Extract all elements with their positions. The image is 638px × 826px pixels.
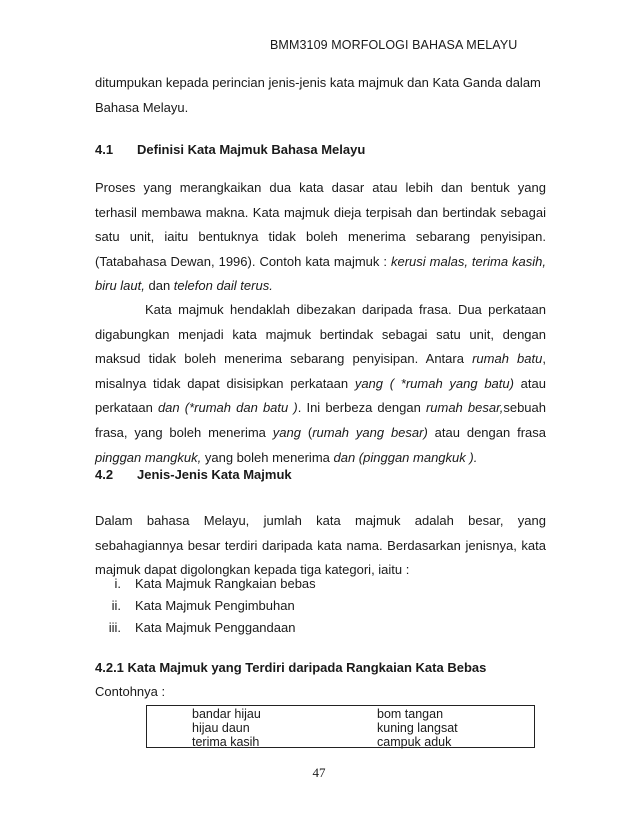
paragraph-intro-line2: Bahasa Melayu. bbox=[95, 99, 189, 115]
text-run: dan bbox=[144, 278, 174, 294]
section-heading-4-2 bbox=[95, 467, 292, 482]
paragraph-intro bbox=[95, 71, 546, 120]
subsection-heading-4-2-1: 4.2.1 Kata Majmuk yang Terdiri daripada Rangkaian Kata Bebas bbox=[95, 660, 487, 675]
text-run: . Ini berbeza dengan bbox=[297, 400, 426, 416]
list-item bbox=[95, 620, 295, 635]
running-header: BMM3109 MORFOLOGI BAHASA MELAYU bbox=[270, 38, 518, 52]
list-item bbox=[95, 598, 295, 613]
example-item: hijau daun bbox=[192, 721, 250, 735]
section-title: Jenis-Jenis Kata Majmuk bbox=[137, 467, 292, 482]
example-item: kuning langsat bbox=[377, 721, 458, 735]
example-item: bom tangan bbox=[377, 707, 444, 721]
list-numeral: ii. bbox=[111, 598, 121, 613]
italic-example: rumah besar, bbox=[425, 400, 504, 416]
list-text: Kata Majmuk Rangkaian bebas bbox=[135, 576, 316, 591]
italic-example: rumah yang besar) bbox=[312, 424, 428, 440]
italic-example: dan (*rumah dan batu ) bbox=[157, 400, 298, 416]
list-item bbox=[95, 576, 316, 591]
italic-example: yang bbox=[272, 424, 301, 440]
section-number: 4.1 bbox=[95, 142, 114, 157]
italic-example: pinggan mangkuk, bbox=[95, 449, 202, 465]
paragraph-types: Dalam bahasa Melayu, jumlah kata majmuk adalah besar, yang sebahagiannya besar terdiri daripada kata nama. Berdasarkan jenisnya, kata majmuk dapat digolongkan kepada tiga kategori, iaitu : bbox=[95, 513, 546, 578]
italic-example: telefon dail terus. bbox=[173, 278, 273, 294]
text-run: Kata majmuk hendaklah dibezakan daripada frasa. Dua perkataan digabungkan menjadi kata majmuk bertindak sebagai satu unit, dengan maksud tidak boleh menerima sebarang penyisipan. Antara bbox=[95, 302, 546, 367]
page-number: 47 bbox=[312, 765, 326, 780]
examples-column-1 bbox=[192, 707, 261, 749]
section-number: 4.2 bbox=[95, 467, 114, 482]
list-text: Kata Majmuk Penggandaan bbox=[135, 620, 296, 635]
paragraph-compound-vs-phrase bbox=[95, 298, 546, 470]
example-item: terima kasih bbox=[192, 735, 260, 749]
paragraph-intro-line1: ditumpukan kepada perincian jenis-jenis kata majmuk dan Kata Ganda dalam bbox=[95, 75, 541, 90]
paragraph-definition bbox=[95, 176, 546, 299]
list-numeral: iii. bbox=[108, 620, 121, 635]
list-numeral: i. bbox=[114, 576, 121, 591]
text-run: ( bbox=[300, 424, 313, 440]
italic-example: rumah batu bbox=[472, 351, 543, 367]
examples-box bbox=[146, 705, 535, 748]
section-heading-4-1 bbox=[95, 142, 365, 157]
text-run: Proses yang merangkaikan dua kata dasar atau lebih dan bentuk yang terhasil membawa makna. Kata majmuk dieja terpisah dan bertindak sebagai satu unit, iaitu bentuknya tidak boleh menerima sebarang penyisipan. (Tatabahasa Dewan, 1996). Contoh kata majmuk : bbox=[95, 180, 546, 269]
text-run: yang boleh menerima bbox=[201, 449, 334, 465]
example-item: bandar hijau bbox=[192, 707, 261, 721]
italic-example: yang ( *rumah yang batu) bbox=[354, 375, 514, 391]
section-title: Definisi Kata Majmuk Bahasa Melayu bbox=[137, 142, 366, 157]
example-item: campuk aduk bbox=[377, 735, 452, 749]
text-run: atau perkataan bbox=[95, 375, 546, 416]
text-run: atau dengan frasa bbox=[427, 424, 546, 440]
text-run: sebuah frasa, yang boleh menerima bbox=[95, 400, 546, 440]
italic-example: dan (pinggan mangkuk ). bbox=[333, 449, 478, 465]
examples-column-2 bbox=[377, 707, 458, 749]
list-text: Kata Majmuk Pengimbuhan bbox=[135, 598, 295, 613]
italic-example: kerusi malas, terima kasih, biru laut, bbox=[95, 253, 546, 294]
text-run: , misalnya tidak dapat disisipkan perkataan bbox=[95, 351, 546, 391]
examples-label: Contohnya : bbox=[95, 684, 166, 699]
